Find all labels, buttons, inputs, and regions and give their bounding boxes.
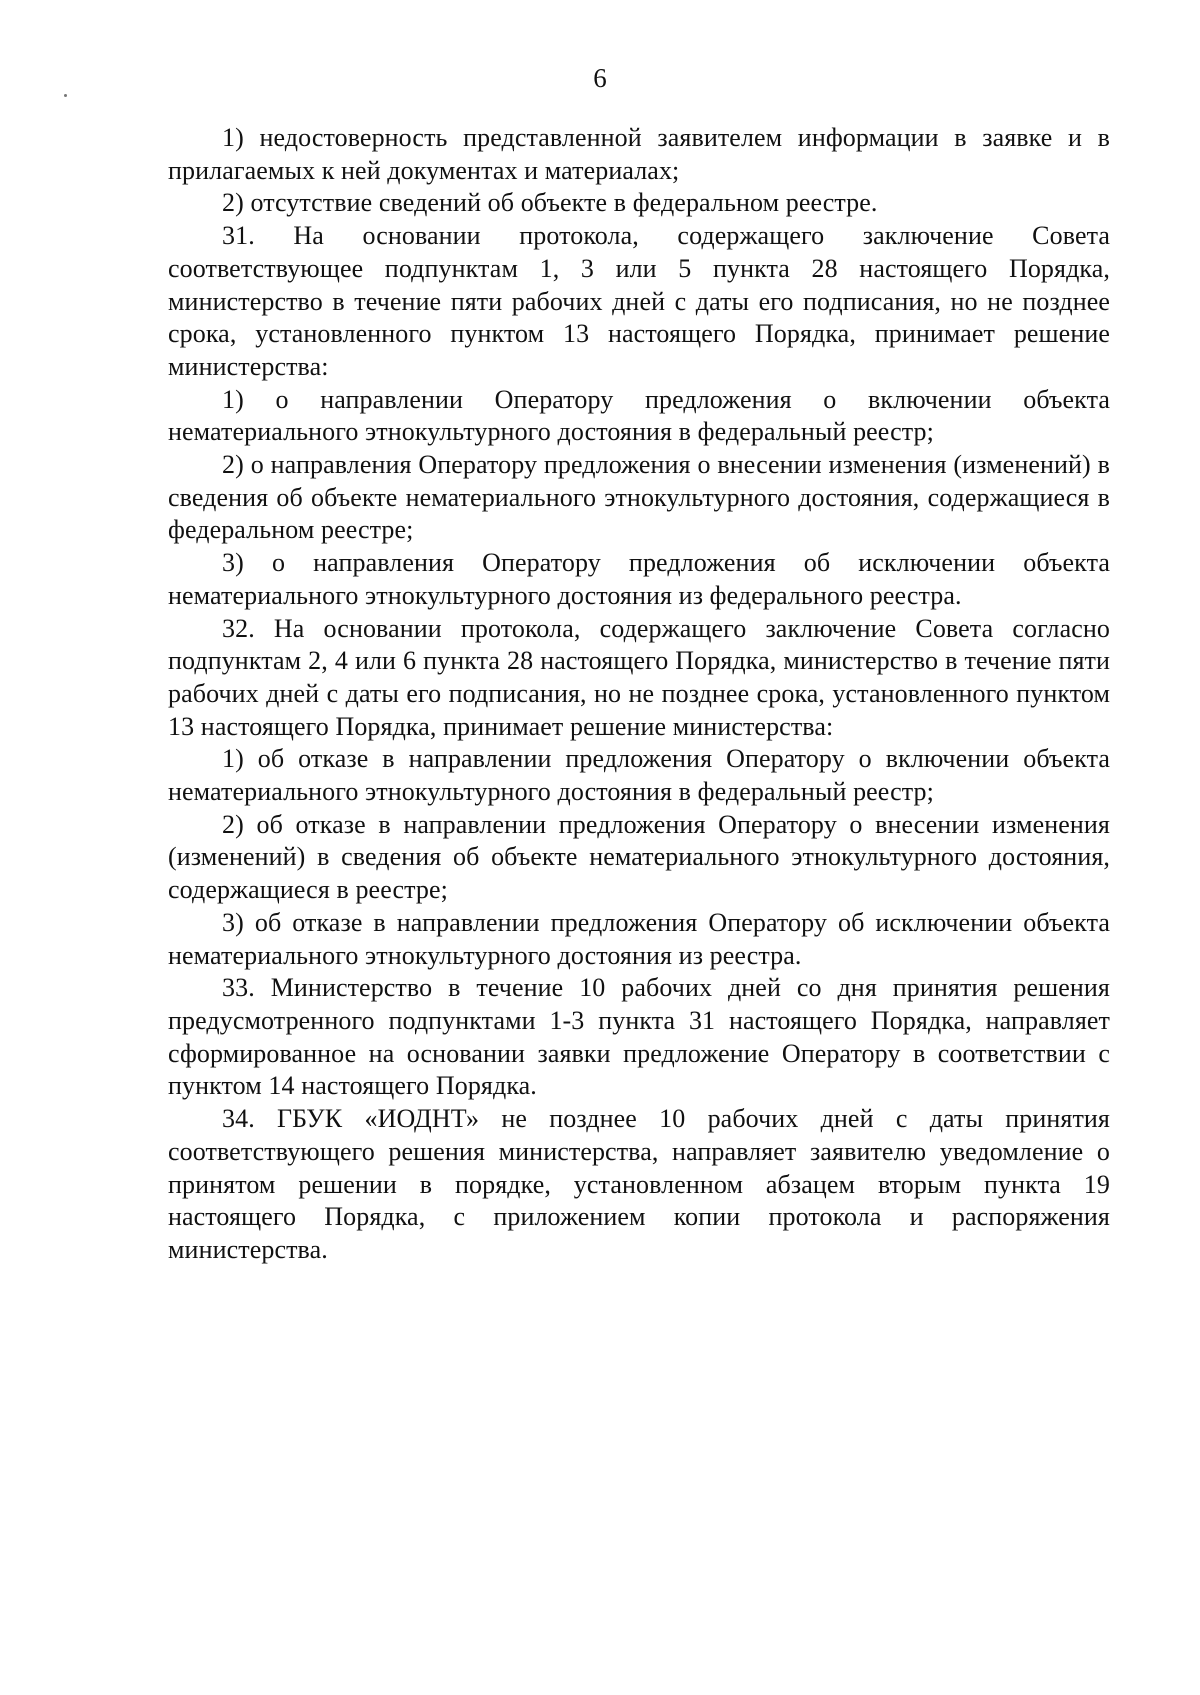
paragraph-31-item-3: 3) о направления Оператору предложения об исключении объекта нематериального этнокультурного достояния из федерального реестра. [168, 548, 1110, 610]
document-body [168, 122, 1110, 1267]
paragraph-item-2-no-object-info: 2) отсутствие сведений об объекте в федеральном реестре. [222, 188, 878, 218]
paragraph-33: 33. Министерство в течение 10 рабочих дней со дня принятия решения предусмотренного подпунктами 1-3 пункта 31 настоящего Порядка, направляет сформированное на основании заявки предложение Оператору в соответствии с пунктом 14 настоящего Порядка. [168, 973, 1110, 1101]
paragraph-31: 31. На основании протокола, содержащего заключение Совета соответствующее подпунктам 1, 3 или 5 пункта 28 настоящего Порядка, министерство в течение пяти рабочих дней с даты его подписания, но не позднее срока, установленного пунктом 13 настоящего Порядка, принимает решение министерства: [168, 221, 1110, 381]
paragraph-34: 34. ГБУК «ИОДНТ» не позднее 10 рабочих дней с даты принятия соответствующего решения министерства, направляет заявителю уведомление о принятом решении в порядке, установленном абзацем вторым пункта 19 настоящего Порядка, с приложением копии протокола и распоряжения министерства. [168, 1104, 1110, 1264]
scan-artifact-dot [64, 94, 67, 97]
paragraph-item-1-unreliable-info: 1) недостоверность представленной заявителем информации в заявке и в прилагаемых к ней документах и материалах; [168, 123, 1110, 185]
paragraph-32-item-3: 3) об отказе в направлении предложения Оператору об исключении объекта нематериального этнокультурного достояния из реестра. [168, 907, 1110, 970]
paragraph-31-item-1: 1) о направлении Оператору предложения о включении объекта нематериального этнокультурного достояния в федеральный реестр; [168, 384, 1110, 447]
paragraph-31-item-2: 2) о направления Оператору предложения о внесении изменения (изменений) в сведения об объекте нематериального этнокультурного достояния, содержащиеся в федеральном реестре; [168, 450, 1110, 545]
paragraph-32-item-2: 2) об отказе в направлении предложения Оператору о внесении изменения (изменений) в сведения об объекте нематериального этнокультурного достояния, содержащиеся в реестре; [168, 809, 1110, 905]
page-number: 6 [593, 63, 607, 93]
paragraph-32-item-1: 1) об отказе в направлении предложения Оператору о включении объекта нематериального этнокультурного достояния в федеральный реестр; [168, 744, 1110, 807]
paragraph-32: 32. На основании протокола, содержащего заключение Совета согласно подпунктам 2, 4 или 6 пункта 28 настоящего Порядка, министерство в течение пяти рабочих дней с даты его подписания, но не позднее срока, установленного пунктом 13 настоящего Порядка, принимает решение министерства: [168, 613, 1110, 741]
